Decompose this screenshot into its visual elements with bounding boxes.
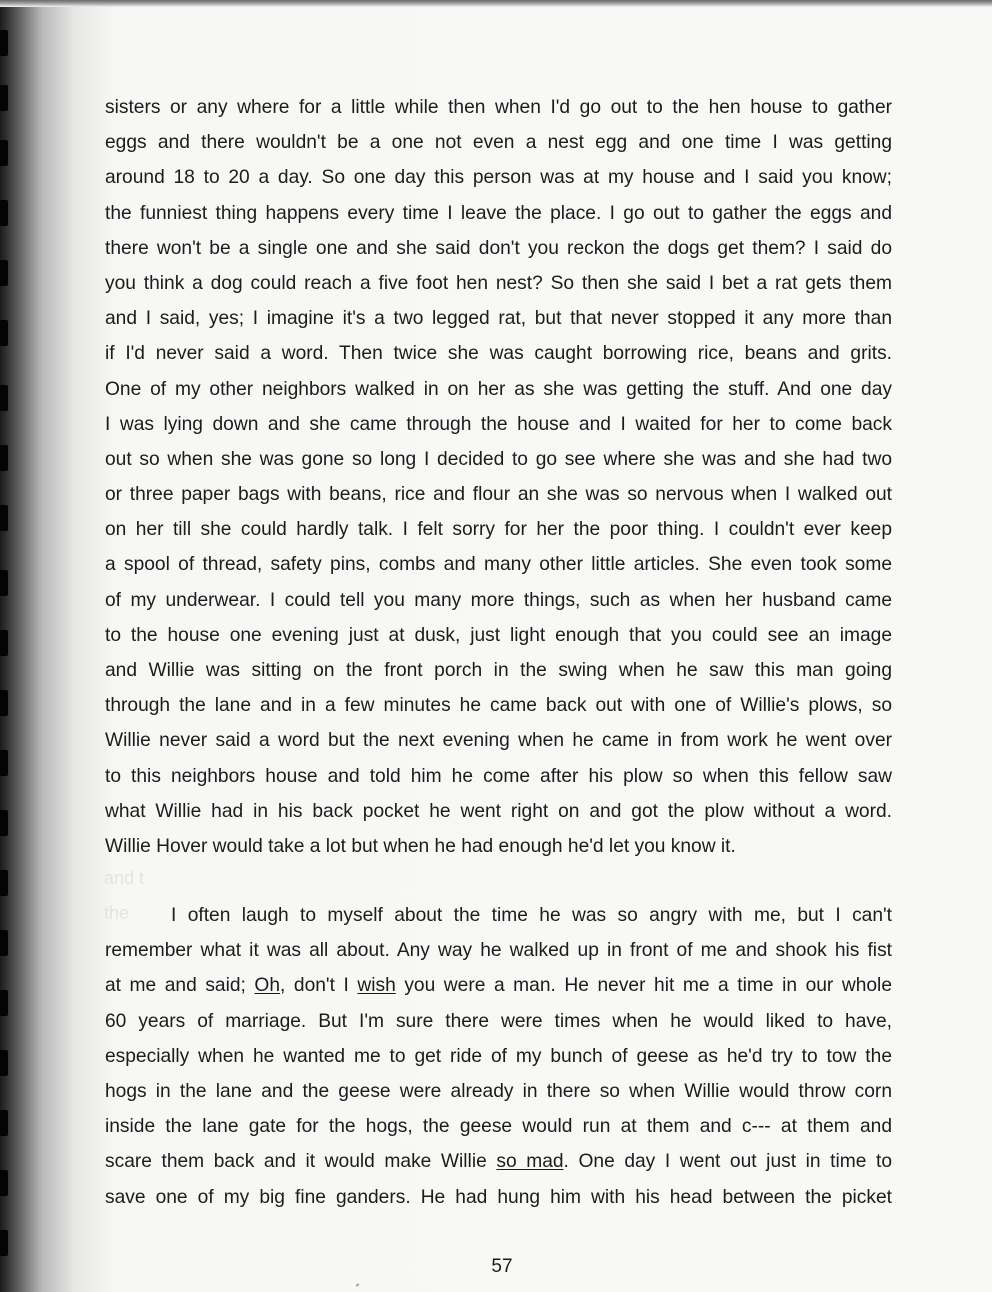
- text-line: 60 years of marriage. But I'm sure there were times when he would liked to have,: [105, 1010, 892, 1032]
- text-line: One of my other neighbors walked in on her as she was getting the stuff. And one day: [105, 378, 892, 400]
- text-line: out so when she was gone so long I decided to go see where she was and she had two: [105, 448, 892, 470]
- text-line: I was lying down and she came through the house and I waited for her to come back: [105, 413, 892, 435]
- binding-notch: [0, 690, 8, 716]
- binding-notch: [0, 140, 8, 166]
- text-line: on her till she could hardly talk. I felt sorry for her the poor thing. I couldn't ever keep: [105, 519, 892, 541]
- binding-notch: [0, 200, 8, 226]
- text-line: Willie never said a word but the next evening when he came in from work he went over: [105, 730, 892, 752]
- text-line: around 18 to 20 a day. So one day this person was at my house and I said you know;: [105, 167, 892, 189]
- text-line: the funniest thing happens every time I leave the place. I go out to gather the eggs and: [105, 202, 892, 224]
- text-span: you were a man. He never hit me a time in our whole: [395, 975, 892, 997]
- text-line: [105, 968, 892, 1003]
- binding-notch: [0, 1050, 8, 1076]
- text-line: or three paper bags with beans, rice and flour an she was so nervous when I walked out: [105, 484, 892, 506]
- binding-notch: [0, 445, 8, 471]
- binding-notch: [0, 1170, 8, 1196]
- text-line: [105, 1144, 892, 1179]
- text-span: . One day I went out just in time to: [563, 1151, 892, 1173]
- text-line: hogs in the lane and the geese were already in there so when Willie would throw corn: [105, 1080, 892, 1102]
- page-number: 57: [491, 1256, 513, 1277]
- binding-notch: [0, 870, 8, 896]
- text-line: Willie Hover would take a lot but when he had enough he'd let you know it.: [105, 835, 736, 857]
- binding-notch: [0, 1230, 8, 1256]
- binding-notch: [0, 320, 8, 346]
- text-line: a spool of thread, safety pins, combs and many other little articles. She even took some: [105, 554, 892, 576]
- binding-notch: [0, 930, 8, 956]
- binding-notch: [0, 990, 8, 1016]
- binding-notch: [0, 630, 8, 656]
- binding-notch: [0, 570, 8, 596]
- underlined-text: wish: [357, 975, 396, 997]
- text-line: of my underwear. I could tell you many more things, such as when her husband came: [105, 589, 892, 611]
- binding-notch: [0, 750, 8, 776]
- text-line: if I'd never said a word. Then twice she was caught borrowing rice, beans and grits.: [105, 343, 892, 365]
- text-line: especially when he wanted me to get ride of my bunch of geese as he'd try to tow the: [105, 1045, 892, 1067]
- text-line: you think a dog could reach a five foot hen nest? So then she said I bet a rat gets them: [105, 272, 892, 294]
- text-line: there won't be a single one and she said don't you reckon the dogs get them? I said do: [105, 237, 892, 259]
- binding-edge: [0, 0, 12, 1292]
- scan-top-edge: [0, 0, 992, 7]
- text-line: eggs and there wouldn't be a one not even a nest egg and one time I was getting: [105, 132, 892, 154]
- text-line: and Willie was sitting on the front porch in the swing when he saw this man going: [105, 660, 892, 681]
- text-line: what Willie had in his back pocket he went right on and got the plow without a word.: [105, 800, 892, 822]
- binding-notch: [0, 30, 8, 56]
- text-line: sisters or any where for a little while then when I'd go out to the hen house to gather: [105, 97, 892, 118]
- text-line: through the lane and in a few minutes he came back out with one of Willie's plows, so: [105, 695, 892, 717]
- binding-notch: [0, 385, 8, 411]
- binding-notch: [0, 505, 8, 531]
- binding-notch: [0, 1110, 8, 1136]
- bleed-through-text: and t: [104, 868, 145, 888]
- text-line: inside the lane gate for the hogs, the geese would run at them and c--- at them and: [105, 1116, 892, 1138]
- binding-notch: [0, 810, 8, 836]
- text-span: at me and said;: [105, 975, 255, 997]
- text-line: to this neighbors house and told him he come after his plow so when this fellow saw: [105, 765, 892, 787]
- binding-notch: [0, 260, 8, 286]
- text-line: I often laugh to myself about the time he was so angry with me, but I can't: [171, 905, 892, 926]
- underlined-text: Oh: [254, 975, 281, 997]
- text-span: , don't I: [280, 975, 358, 997]
- text-span: scare them back and it would make Willie: [105, 1151, 497, 1173]
- paragraph-1: [105, 90, 892, 864]
- text-line: to the house one evening just at dusk, just light enough that you could see an image: [105, 624, 892, 646]
- text-line: remember what it was all about. Any way he walked up in front of me and shook his fist: [105, 940, 892, 962]
- underlined-text: so mad: [496, 1151, 564, 1173]
- paragraph-2: [105, 898, 892, 1215]
- bleed-through-text: the: [104, 903, 130, 923]
- text-line: save one of my big fine ganders. He had hung him with his head between the picket: [105, 1186, 892, 1208]
- binding-notch: [0, 85, 8, 111]
- text-line: and I said, yes; I imagine it's a two legged rat, but that never stopped it any more than: [105, 308, 892, 330]
